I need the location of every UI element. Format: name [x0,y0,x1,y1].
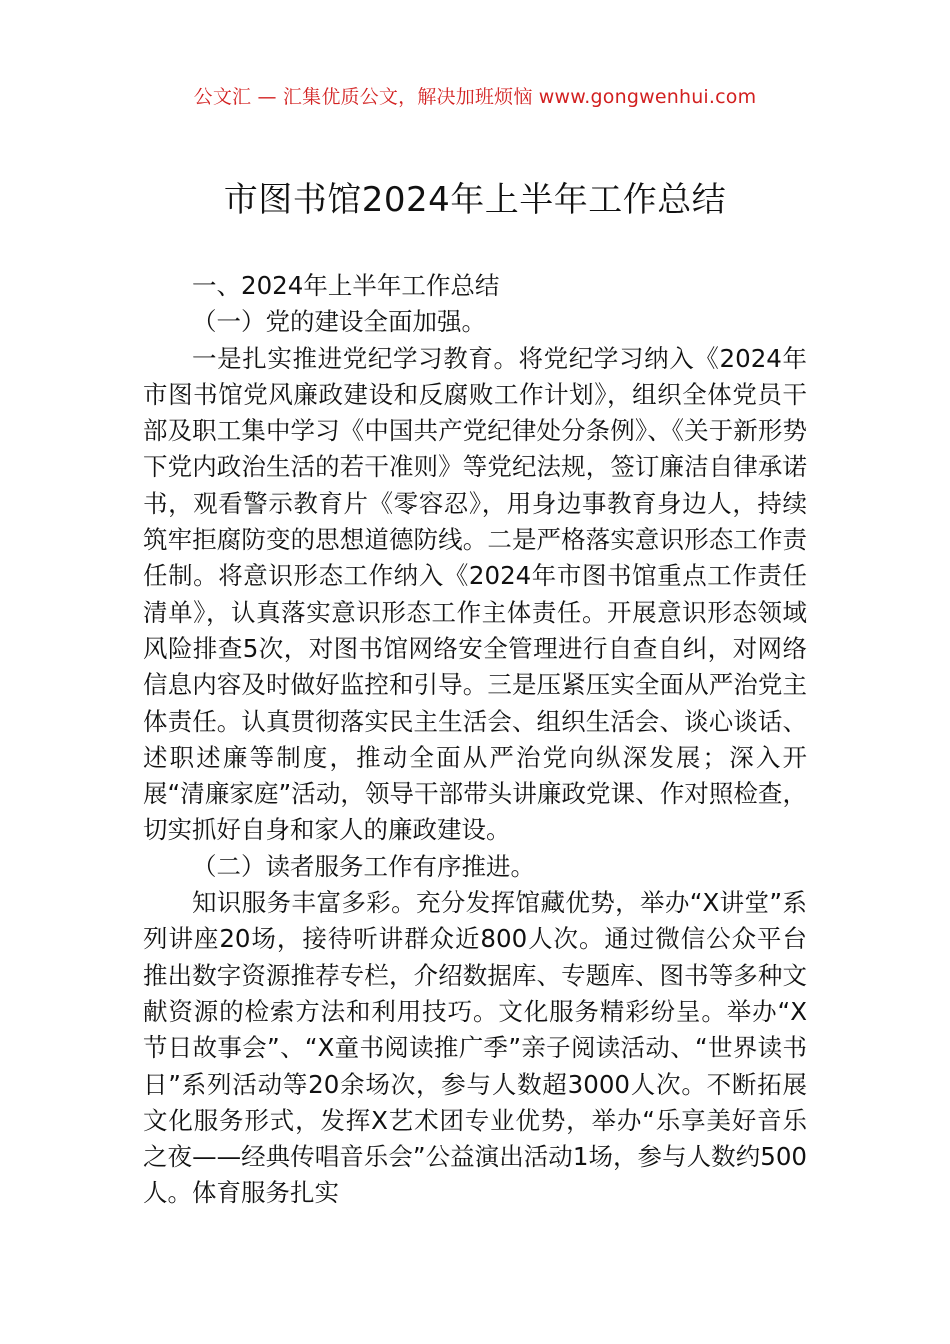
watermark-banner: 公文汇 — 汇集优质公文，解决加班烦恼 www.gongwenhui.com [193,86,757,108]
body-paragraph: 一是扎实推进党纪学习教育。将党纪学习纳入《2024年市图书馆党风廉政建设和反腐败工作计划》，组织全体党员干部及职工集中学习《中国共产党纪律处分条例》、《关于新形势下党内政治生活的若干准则》等党纪法规，签订廉洁自律承诺书，观看警示教育片《零容忍》，用身边事教育身边人，持续筑牢拒腐防变的思想道德防线。二是严格落实意识形态工作责任制。将意识形态工作纳入《2024年市图书馆重点工作责任清单》，认真落实意识形态工作主体责任。开展意识形态领域风险排查5次，对图书馆网络安全管理进行自查自纠，对网络信息内容及时做好监控和引导。三是压紧压实全面从严治党主体责任。认真贯彻落实民主生活会、组织生活会、谈心谈话、述职述廉等制度，推动全面从严治党向纵深发展；深入开展“清廉家庭”活动，领导干部带头讲廉政党课、作对照检查，切实抓好自身和家人的廉政建设。 [143,343,807,845]
subsection-heading: （一）党的建设全面加强。 [192,307,486,337]
document-body [143,268,807,1212]
subsection-heading: （二）读者服务工作有序推进。 [192,851,535,881]
page-title: 市图书馆2024年上半年工作总结 [223,180,727,220]
section-heading: 一、2024年上半年工作总结 [192,271,500,300]
body-paragraph: 知识服务丰富多彩。充分发挥馆藏优势，举办“X讲堂”系列讲座20场，接待听讲群众近800人次。通过微信公众平台推出数字资源推荐专栏，介绍数据库、专题库、图书等多种文献资源的检索方法和利用技巧。文化服务精彩纷呈。举办“X节日故事会”、“X童书阅读推广季”亲子阅读活动、“世界读书日”系列活动等20余场次，参与人数超3000人次。不断拓展文化服务形式，发挥X艺术团专业优势，举办“乐享美好音乐之夜——经典传唱音乐会”公益演出活动1场，参与人数约500人。体育服务扎实 [143,888,807,1208]
